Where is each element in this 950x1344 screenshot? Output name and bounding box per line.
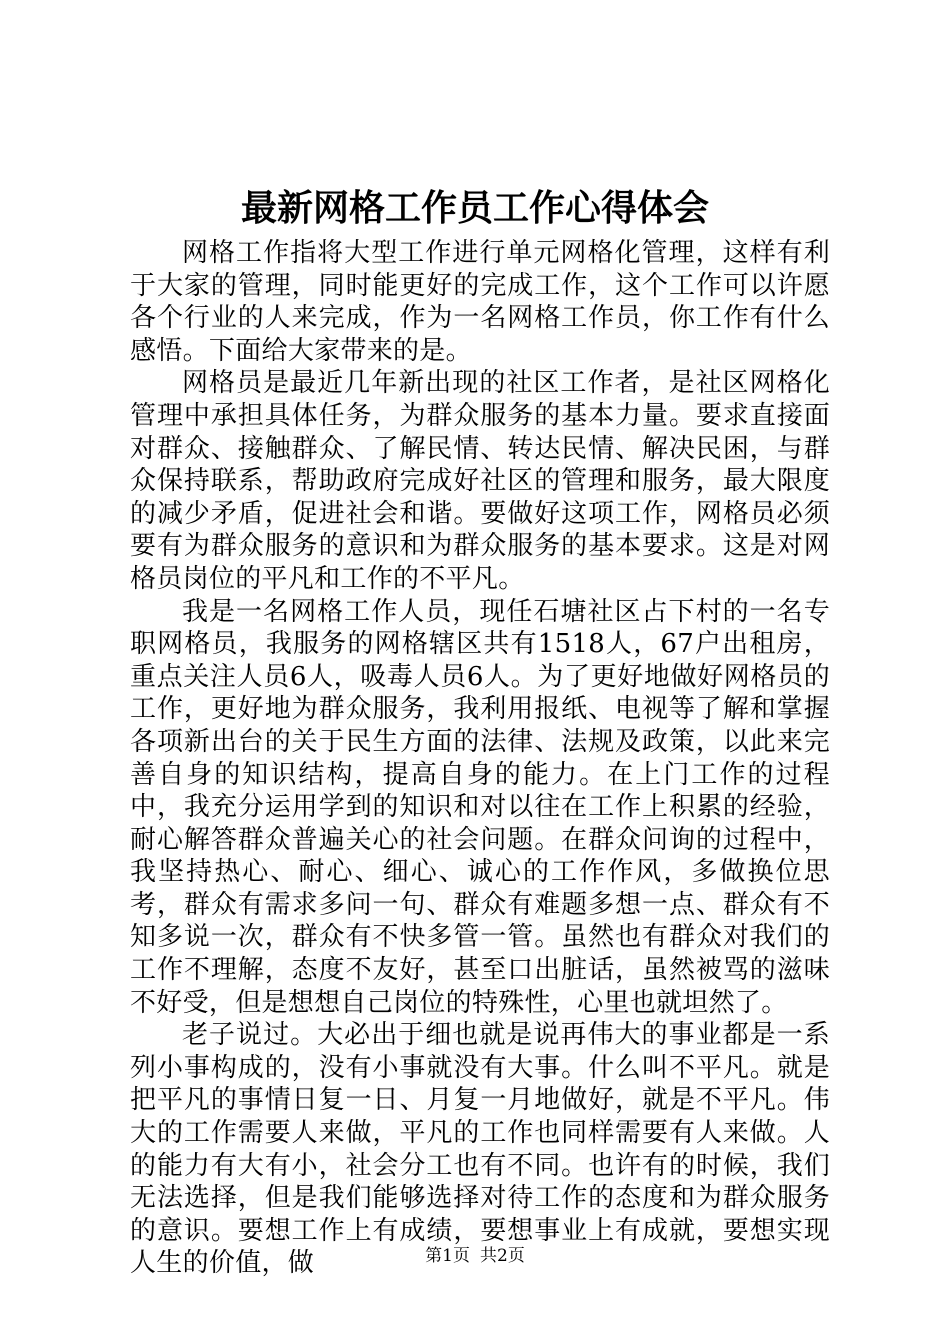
paragraph: 我是一名网格工作人员，现任石塘社区占下村的一名专职网格员，我服务的网格辖区共有1518人，67户出租房，重点关注人员6人，吸毒人员6人。为了更好地做好网格员的工作，更好地为群众服务，我利用报纸、电视等了解和掌握各项新出台的关于民生方面的法律、法规及政策，以此来完善自身的知识结构，提高自身的能力。在上门工作的过程中，我充分运用学到的知识和对以往在工作上积累的经验，耐心解答群众普遍关心的社会问题。在群众问询的过程中，我坚持热心、耐心、细心、诚心的工作作风，多做换位思考，群众有需求多问一句、群众有难题多想一点、群众有不知多说一次，群众有不快多管一管。虽然也有群众对我们的工作不理解，态度不友好，甚至口出脏话，虽然被骂的滋味不好受，但是想想自己岗位的特殊性，心里也就坦然了。 [130, 596, 830, 1018]
page-number-total: 共2页 [480, 1246, 525, 1266]
document-body [130, 237, 830, 1280]
paragraph: 老子说过。大必出于细也就是说再伟大的事业都是一系列小事构成的，没有小事就没有大事。什么叫不平凡。就是把平凡的事情日复一日、月复一月地做好，就是不平凡。伟大的工作需要人来做，平凡的工作也同样需要有人来做。人的能力有大有小，社会分工也有不同。也许有的时候，我们无法选择，但是我们能够选择对待工作的态度和为群众服务的意识。要想工作上有成绩，要想事业上有成就，要想实现人生的价值，做 [130, 1020, 830, 1279]
paragraph: 网格工作指将大型工作进行单元网格化管理，这样有利于大家的管理，同时能更好的完成工作，这个工作可以许愿各个行业的人来完成，作为一名网格工作员，你工作有什么感悟。下面给大家带来的是。 [130, 238, 830, 366]
page-footer [0, 1244, 950, 1268]
page-number-current: 第1页 [425, 1246, 470, 1266]
page-title: 最新网格工作员工作心得体会 [240, 187, 709, 229]
paragraph: 网格员是最近几年新出现的社区工作者，是社区网格化管理中承担具体任务，为群众服务的基本力量。要求直接面对群众、接触群众、了解民情、转达民情、解决民困，与群众保持联系，帮助政府完成好社区的管理和服务，最大限度的减少矛盾，促进社会和谐。要做好这项工作，网格员必须要有为群众服务的意识和为群众服务的基本要求。这是对网格员岗位的平凡和工作的不平凡。 [130, 368, 830, 594]
